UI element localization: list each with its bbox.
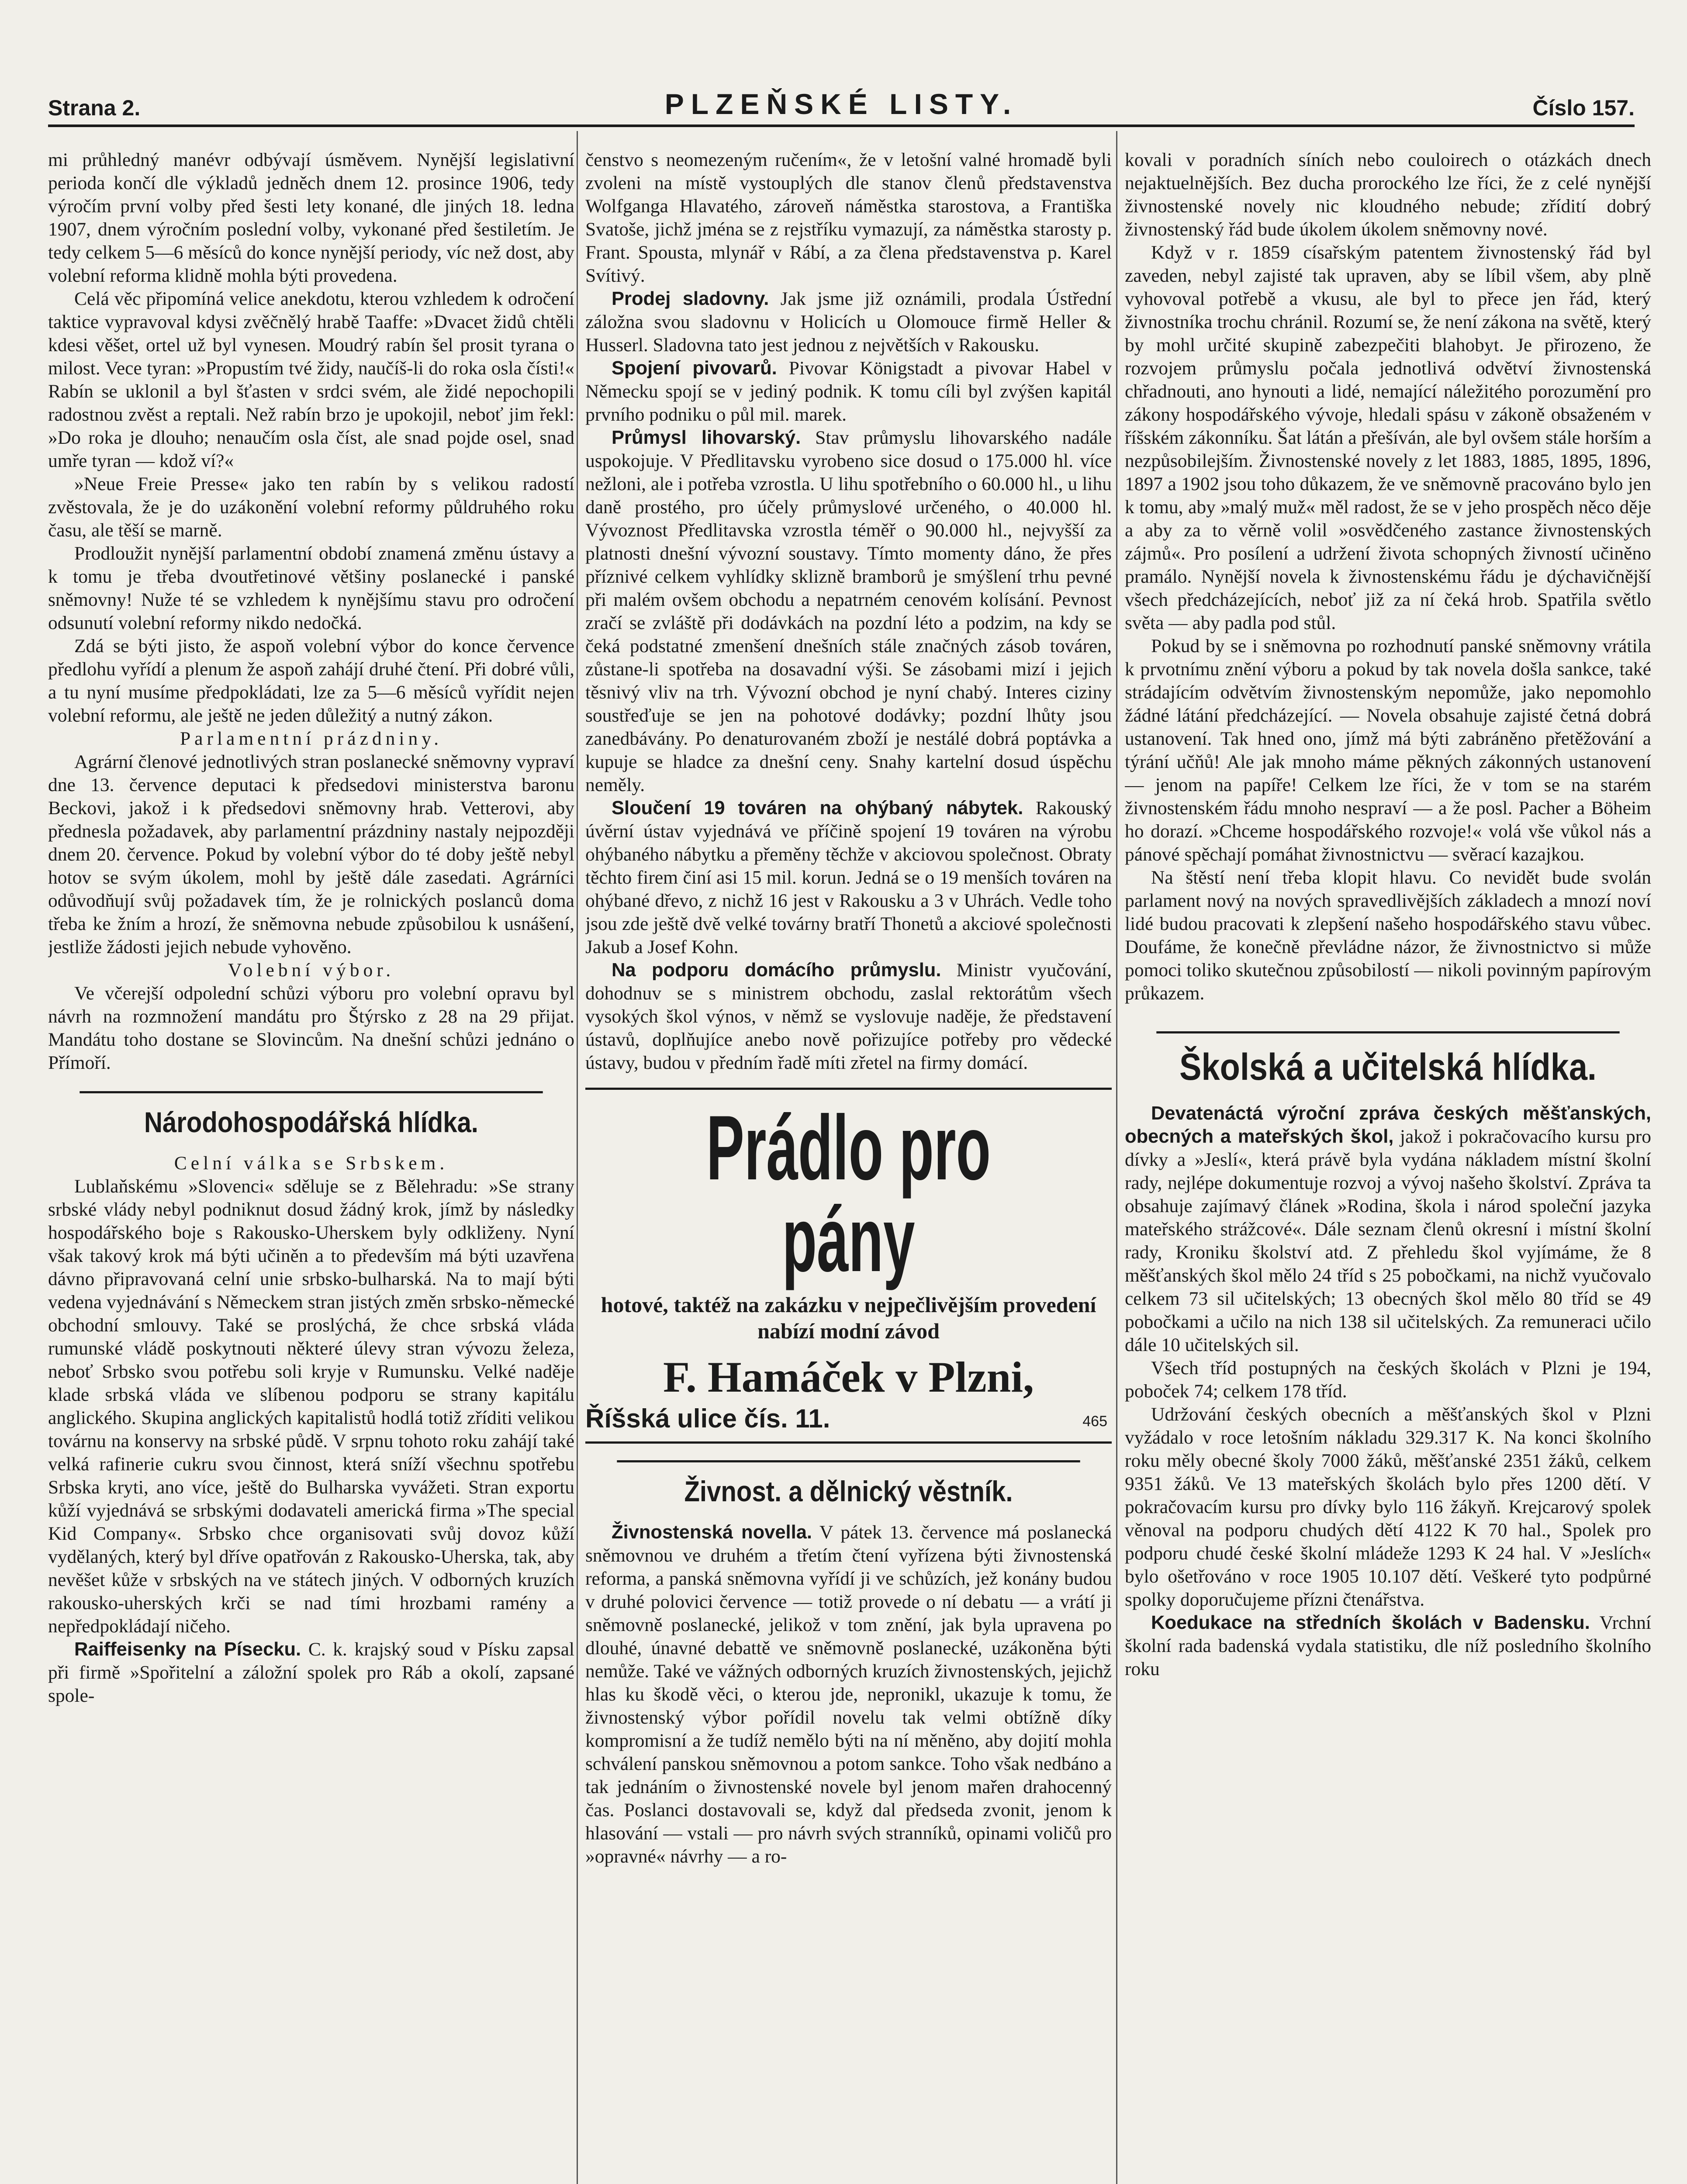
column-divider xyxy=(577,131,578,2184)
paragraph: »Neue Freie Presse« jako ten rabín by s velikou radostí zvěstovala, že je do uzákonění volební reformy půldruhého roku času, ale těší se marně. xyxy=(48,473,574,541)
article-text: Ministr vyučování, dohodnuv se s ministrem obchodu, zaslal rektorátům všech vysokých škol výnos, v němž se vyslovuje naděje, že představení ústavů, doplňujíce anebo nově pořizujíce potřeby pro vědecké ústavy, budou v předním řadě míti zřetel na firmy domácí. xyxy=(585,960,1112,1073)
paragraph: Celá věc připomíná velice anekdotu, kterou vzhledem k odročení taktice vypravoval kdysi zvěčnělý hrabě Taaffe: »Dvacet židů chtěli kdesi věšet, ortel už byl vynesen. Moudrý rabín šel prosit tyrana o milost. Vece tyran: »Propustím tvé židy, naučíš-li do roka osla čísti!« Rabín se uklonil a byl šťasten v srdci svém, ale židé nepochopili radostnou zvěst a reptali. Než rabín brzo je upokojil, neboť jim řekl: »Do roka je dlouho; nenaučím osla číst, ale snad pojde osel, snad umře tyran — kdož ví?« xyxy=(48,288,574,471)
article-text: jakož i pokračovacího kursu pro dívky a »Jeslí«, která právě byla vydána nákladem místní školní rady, nejlépe dokumentuje rozvoj a vývoj našeho školství. Zpráva ta obsahuje zajímavý článek »Rodina, škola i národ společní jazyka mateřského strážcové«. Dále seznam členů okresní i místní školní rady, Kroniku školství atd. Z přehledu škol vyjímáme, že 8 měšťanských škol mělo 24 tříd s 25 pobočkami, na nichž vyučovalo celkem 73 sil učitelských; 13 obecných škol mělo 80 tříd se 49 pobočkami a učilo na nich 138 sil učitelských. Za remuneraci učilo dále 10 učitelských sil. xyxy=(1125,1126,1651,1355)
article-text: V pátek 13. července má poslanecká sněmovnou ve druhém a třetím čtení vyřízena býti živnostenská reforma, a panská sněmovna vyřídí ji ve schůzích, jež konány budou v druhé polovici července — totiž provede o ní debatu — a vrátí ji sněmovně poslanecké, jelikož v tom znění, jak byla upravena po dlouhé, únavné debattě ve sněmovně poslanecké, uzákoněna býti nemůže. Také ve vážných odborných kruzích živnostenských, jejichž hlas ku škodě věci, o kterou jde, nepronikl, ukazuje k tomu, že živnostenský výbor pořídil novelu tak velmi obtížně díky kompromisní a že tudíž nemělo býti na ní měněno, aby dojití mohla schválení panskou sněmovnou a potom sankce. Toho však nedbáno a tak jednáním o živnostenské novele byl jenom mařen drahocenný čas. Poslanci dostavovali se, když dal předseda zvonit, jenom k hlasování — vstali — pro návrh svých stranníků, opinami voličů pro »opravné« návrhy — a ro- xyxy=(585,1522,1112,1867)
paragraph xyxy=(585,287,1112,357)
article-text: Jak jsme již oznámili, prodala Ústřední záložna svou sladovnu v Holicích u Olomouce firmě Heller & Husserl. Sladovna tato jest jednou z největších v Rakousku. xyxy=(585,288,1112,356)
page-header xyxy=(48,87,1635,127)
column-3 xyxy=(1125,149,1651,2184)
article-lead: Spojení pivovarů. xyxy=(612,358,777,379)
article-text: Vrchní školní rada badenská vydala statistiku, dle níž posledního školního roku xyxy=(1125,1612,1651,1679)
subheading: Parlamentní prázdniny. xyxy=(180,728,443,749)
issue-number: Číslo 157. xyxy=(1532,96,1635,120)
article-lead: Sloučení 19 továren na ohýbaný nábytek. xyxy=(612,798,1023,819)
article-text: Rakouský úvěrní ústav vyjednává ve příčině spojení 19 továren na výrobu ohýbaného nábytku a přeměny těchže v akciovou společnost. Obraty těchto firem činí asi 15 mil. korun. Jedná se o 19 menších továren na ohýbané dřevo, z nichž 16 jest v Rakousku a 3 v Uhrách. Vedle toho jsou zde ještě dvě velké továrny bratří Thonetů a akciové společnosti Jakub a Josef Kohn. xyxy=(585,798,1112,957)
subheading: Celní válka se Srbskem. xyxy=(174,1153,449,1174)
ad-number: 465 xyxy=(1082,1413,1107,1430)
paragraph xyxy=(1125,1611,1651,1681)
paragraph: Udržování českých obecních a měšťanských škol v Plzni vyžádalo v roce letošním nákladu 329.317 K. Na konci školního roku měly obecné školy 7000 žáků, měšťanské 2351 žáků, celkem 9351 žáků. Ve 13 mateřských školách bylo přes 1200 dětí. V pokračovacím kursu pro dívky bylo 116 žákyň. Krejcarový spolek věnoval na podporu chudých dětí 4122 K 70 hal., Spolek pro podporu chudé české školní mládeže 1293 K 24 hal. V »Jeslích« bylo ošetřováno v roce 1905 10.107 dětí. Veškeré tyto podpůrné spolky doporučujeme přízni čtenářstva. xyxy=(1125,1404,1651,1610)
paragraph: mi průhledný manévr odbývají úsměvem. Nynější legislativní perioda končí dle výkladů jedněch dnem 12. prosince 1906, tedy výročím první volby před šesti lety konané, dle jiných 18. ledna 1907, dnem výročním poslední volby, vykonané před šestiletím. Je tedy celkem 5—6 měsíců do konce nynější periody, víc než dost, aby volební reforma klidně mohla býti provedena. xyxy=(48,149,574,286)
article-lead: Průmysl lihovarský. xyxy=(612,427,801,448)
article-lead: Prodej sladovny. xyxy=(612,288,769,309)
paragraph: Všech tříd postupných na českých školách v Plzni je 194, poboček 74; celkem 178 tříd. xyxy=(1125,1358,1651,1402)
paragraph xyxy=(585,959,1112,1075)
article-text: Pivovar Königstadt a pivovar Habel v Německu spojí se v jediný podnik. K tomu cíli byl zvýšen kapitál prvního podniku o půl mil. marek. xyxy=(585,358,1112,425)
column-1 xyxy=(48,149,574,2184)
ad-text: hotové, taktéž na zakázku v nejpečlivějším provedení nabízí modní závod xyxy=(601,1292,1096,1343)
paragraph: čenstvo s neomezeným ručením«, že v letošní valné hromadě byli zvoleni na místě vystouplých dle stanov členů představenstva Wolfganga Hlavatého, zároveň náměstka starostova, a Františka Svatoše, jichž jména se z rejstříku vymazují, za náměstka starosty p. Frant. Spousta, mlynář v Rábí, a za člena představenstva p. Karel Svítivý. xyxy=(585,149,1112,286)
paragraph xyxy=(1125,1102,1651,1357)
masthead-title: PLZEŇSKÉ LISTY. xyxy=(664,88,1018,120)
paragraph: Když v r. 1859 císařským patentem živnostenský řád byl zaveden, nebyl zajisté tak upraven, aby se líbil všem, aby plně vyhovoval potřebě a vkusu, ale byl to přece jen řád, který živnostníka trochu chránil. Rozumí se, že není zákona na světě, který by mohl určité skupině zabezpečiti blahobyt. Je přirozeno, že rozvojem průmyslu počala jednotlivá odvětví živnostenská chřadnouti, ano hynouti a lidé, nemající náležitého porozumění pro zákony hospodářského vývoje, hledali spásu v zákoně obsaženém v říšském zákonníku. Šat látán a přešíván, ale byl ovšem stále horším a nezpůsobilejším. Živnostenské novely z let 1883, 1885, 1895, 1896, 1897 a 1902 jsou toho důkazem, že ve sněmovně pracováno bylo jen k tomu, aby »malý muž« měl radost, že se v jeho prospěch něco děje a aby za to věrně volil »osvědčeného zastance živnostenských zájmů«. Pro posílení a udržení života schopných živností učiněno pramálo. Nynější novela k živnostenskému řádu je dýchavičnější všech předcházejících, neboť již za ní čeká hrob. Spatřila světlo světa — aby padla pod stůl. xyxy=(1125,242,1651,633)
ad-firm: F. Hamáček v Plzni, xyxy=(663,1353,1034,1401)
article-lead: Na podporu domácího průmyslu. xyxy=(612,960,941,981)
paragraph xyxy=(48,1638,574,1707)
article-text: Stav průmyslu lihovarského nadále uspokojuje. V Předlitavsku vyrobeno sice dosud o 175.000 hl. více nežloni, ale i potřeba vzrostla. U lihu spotřebního o 60.000 hl., u lihu daně prostého, pro účely průmyslové určeného, o 40.000 hl. Vývoznost Předlitavska vzrostla téměř o 90.000 hl., nejvyšší za platnosti dnešní vývozní soustavy. Tímto momenty dáno, že přes příznivé celkem vyhlídky sklizně bramborů je smýšlení trhu pevné při malém ovšem obchodu a nepatrném cenovém kolísání. Pevnost zračí se zvláště při dodávkách na pozdní léto a podzim, na kdy se čeká podstatné zmenšení dnešních stále značných zásob továren, zůstane-li spotřeba na dosavadní výši. Se zásobami mizí i jejich těsnivý vliv na trh. Vývozní obchod je nyní chabý. Interes ciziny soustřeďuje se jen na pohotové dodávky; pozdní lhůty jsou zanedbávány. Po denaturovaném zboží je nestálé dobrá poptávka a kupuje se hladce za dnešní ceny. Snahy kartelní dosud úspěchu neměly. xyxy=(585,427,1112,795)
article-lead: Živnostenská novella. xyxy=(612,1522,812,1543)
paragraph: Na štěstí není třeba klopit hlavu. Co nevidět bude svolán parlament nový na nových spravedlivějších základech a mnozí noví lidé budou pracovati k zlepšení našeho hospodářského stavu vůbec. Doufáme, že konečně převládne názor, že živnostnictvo si může pomoci toliko skutečnou způsobilostí — nikoli povinným papírovým průkazem. xyxy=(1125,867,1651,1004)
paragraph: kovali v poradních síních nebo couloirech o otázkách dnech nejaktuelnějších. Bez ducha prorockého lze říci, že z celé nynější živnostenské novely nic kloudného nebude; zřídití dobrý živnostenský řád bude úkolem úkolem sněmovny nové. xyxy=(1125,149,1651,240)
paragraph: Prodloužit nynější parlamentní období znamená změnu ústavy a k tomu je třeba dvoutřetinové většiny poslanecké i panské sněmovny! Nuže té se vzhledem k nynějšímu stavu pro odročení odsunutí volební reformy nikdo nedočká. xyxy=(48,543,574,633)
paragraph xyxy=(585,426,1112,797)
section-heading: Národohospodářská hlídka. xyxy=(80,1091,543,1139)
article-lead: Koedukace na středních školách v Badensku. xyxy=(1151,1612,1590,1633)
article-lead: Raiffeisenky na Písecku. xyxy=(74,1639,301,1660)
paragraph: Zdá se býti jisto, že aspoň volební výbor do konce července předlohu vyřídí a plenum že aspoň zahájí druhé čtení. Při dobré vůli, a tu nyní musíme předpokládati, lze za 5—6 měsíců vyřídit nejen volební reformu, ale ještě ne jeden důležitý a nutný zákon. xyxy=(48,636,574,726)
article-text: C. k. krajský soud v Písku zapsal při firmě »Spořitelní a záložní spolek pro Ráb a okolí, zapsané spole- xyxy=(48,1639,574,1706)
section-heading: Živnost. a dělnický věstník. xyxy=(617,1460,1080,1508)
section-heading: Školská a učitelská hlídka. xyxy=(1156,1031,1619,1089)
subheading: Volební výbor. xyxy=(228,960,395,981)
ad-title: Prádlo pro pány xyxy=(706,1096,991,1291)
paragraph: Pokud by se i sněmovna po rozhodnutí panské sněmovny vrátila k prvotnímu znění výboru a pokud by tak novela došla sankce, také strádajícím odvětvím živnostenským nepomůže, jako nepomohlo žádné látání předcházející. — Novela obsahuje zajisté četná dobrá ustanovení. Tak hned ono, jímž má býti zabráněno přetěžování a týrání učňů! Ale jak mnoho máme pěkných zákonných ustanovení — jenom na papíře! Celkem lze říci, že v tom se na starém živnostenském řádu mnoho nespraví — a že posl. Pacher a Böheim ho dorazí. »Chceme hospodářského rozvoje!« volá vše vůkol nás a pánové spěchají pomáhat živnostnictvu — svěrací kazajkou. xyxy=(1125,636,1651,865)
column-divider xyxy=(1116,131,1117,2184)
paragraph: Ve včerejší odpolední schůzi výboru pro volební opravu byl návrh na rozmnožení mandátu pro Štýrsko z 28 na 29 přijat. Mandátu toho dostane se Slovincům. Na dnešní schůzi jednáno o Přímoří. xyxy=(48,983,574,1073)
paragraph: Lublaňskému »Slovenci« sděluje se z Bělehradu: »Se strany srbské vlády nebyl podniknut dosud žádný krok, jímž by následky hospodářského boje s Rakousko-Uherskem byly odkliženy. Nyní však takový krok má býti učiněn a to především má býti uzavřena dávno připravovaná celní unie srbsko-bulharská. Na to mají býti vedena vyjednávání s Německem stran jistých změn srbsko-německé obchodní smlouvy. Také se proslýchá, že chce srbská vláda rumunské vládě poskytnouti některé úlevy stran vývozu železa, neboť Srbsko svou potřebu soli kryje v Rumunsku. Velké naděje klade srbská vláda ve slíbenou podporu se strany kapitálu anglického. Skupina anglických kapitalistů hodlá totiž zříditi velikou továrnu na konservy na srbské půdě. V srpnu tohoto roku zahájí také velká rafinerie cukru svou činnost, která sníží všechnu spotřebu Srbska kryti, ano více, ještě do Bulharska vyvážeti. Stran exportu kůží vyjednává se srbskými dodavateli americká firma »The special Kid Company«. Srbsko chce organisovati svůj dovoz kůží vydělaných, který byl dříve opatřován z Rakousko-Uherska, tak, aby nevěšet kůže v srbských na ve státech jiných. V odborných kruzích rakousko-uherských krči se nad tími hrozbami ramény a nepředpokládají ničeho. xyxy=(48,1176,574,1637)
column-2 xyxy=(585,149,1112,2184)
paragraph xyxy=(585,357,1112,426)
page-number: Strana 2. xyxy=(48,96,141,120)
paragraph xyxy=(585,1521,1112,1868)
advertisement xyxy=(585,1088,1112,1444)
paragraph: Agrární členové jednotlivých stran poslanecké sněmovny vypraví dne 13. července deputaci k předsedovi ministerstva baronu Beckovi, jakož i k předsedovi sněmovny hrab. Vetterovi, aby přednesla požadavek, aby parlamentní prázdniny nastaly nejpozději dnem 20. července. Pokud by volební výbor do té doby ještě nebyl hotov se svým úkolem, mohl by ještě dále zasedati. Agrárníci odůvodňují svůj požadavek tím, že je rolnických poslanců doma třeba ke žním a hrozí, že sněmovna nebude způsobilou k usnášení, jestliže žádosti jejich nebude vyhověno. xyxy=(48,751,574,957)
ad-street: Říšská ulice čís. 11. xyxy=(585,1404,830,1433)
paragraph xyxy=(585,797,1112,959)
header-rule xyxy=(48,124,1635,127)
article-lead: Devatenáctá výroční zpráva českých měšťanských, obecných a mateřských škol, xyxy=(1125,1103,1651,1147)
ad-address xyxy=(585,1403,1112,1434)
